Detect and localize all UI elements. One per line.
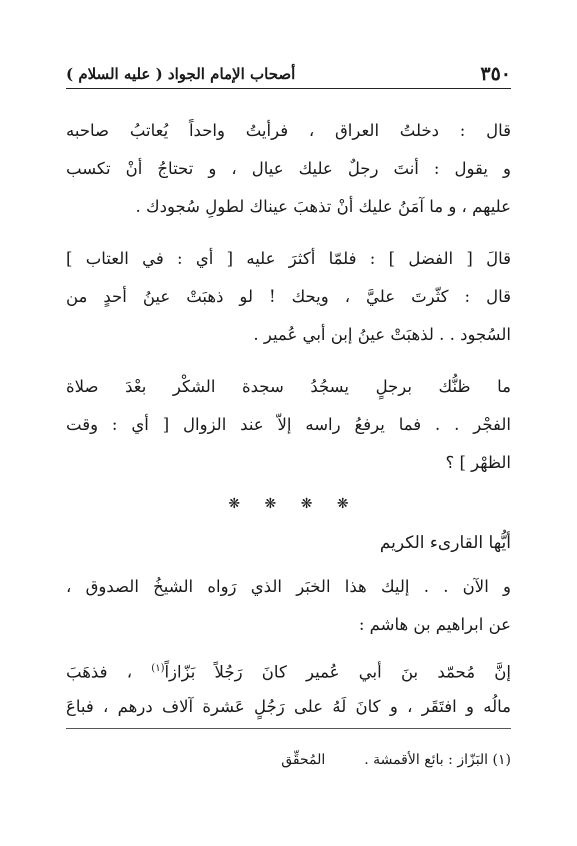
text-line: و الآن . . إليك هذا الخبَر الذي رَواه الشيخُ الصدوق ،: [66, 577, 511, 596]
section-divider: [66, 484, 511, 524]
footnote-separator: [66, 728, 511, 729]
text-line: عن ابراهيم بن هاشم :: [358, 615, 511, 634]
reader-heading: أيُّها القارىء الكريم: [379, 533, 511, 553]
page-header: [66, 60, 511, 89]
star-ornament-icon: ❋: [300, 496, 313, 512]
text-line: قال : دخلتُ العراق ، فرأيتُ واحداً يُعاتبُ صاحبه: [66, 121, 511, 140]
paragraph-4: [66, 568, 511, 644]
footnote-text: (١) البَزّاز : بائع الأقمشة .: [364, 752, 511, 768]
page-number: ٣٥٠: [480, 63, 511, 85]
paragraph-2: [66, 240, 511, 354]
text-line: السُجود . . لذهبَتْ عينُ إبن أبي عُمير .: [253, 325, 511, 344]
paragraph-3: [66, 368, 511, 482]
page-body: [66, 112, 511, 726]
text-line: ما ظنُّك برجلٍ يسجُدُ سجدة الشكْر بعْدَ صلاة: [66, 377, 511, 396]
text-line: قال : كثّرتَ عليَّ ، ويحك ! لو ذهبَتْ عينُ أحدٍ من: [66, 287, 511, 306]
text-segment: إنَّ مُحمّد بنَ أبي عُمير كانَ رَجُلاً بَزّازاً: [164, 662, 511, 682]
text-line: مالُه و افتَقَر ، و كانَ لَهُ على رَجُلٍ عَشرة آلاف درهم ، فباعَ: [66, 697, 511, 716]
star-ornament-icon: ❋: [336, 496, 349, 512]
text-line: عليهم ، و ما آمَنُ عليك أنْ تذهبَ عيناك لطولِ سُجودك .: [135, 197, 511, 216]
running-title: أصحاب الإمام الجواد ( عليه السلام ): [66, 65, 296, 83]
text-line: الفجْر . . فما يرفعُ راسه إلاّ عند الزوال [ أي : وقت: [66, 415, 511, 434]
text-line: الظهْر ] ؟: [445, 453, 511, 472]
star-ornament-icon: ❋: [228, 496, 241, 512]
paragraph-5: [66, 650, 511, 726]
reader-heading-block: [66, 524, 511, 562]
text-line: [66, 650, 511, 688]
footnote-reference[interactable]: (١): [151, 663, 165, 674]
footnote-author: المُحقِّق: [281, 752, 326, 768]
text-line: قالَ [ الفضل ] : فلمّا أكثرَ عليه [ أي : في العتاب ]: [66, 249, 511, 268]
text-segment: ، فذهَبَ: [66, 662, 133, 682]
text-line: و يقول : أنتَ رجلٌ عليك عيال ، و تحتاجُ أنْ تكسب: [66, 159, 511, 178]
star-ornament-icon: ❋: [264, 496, 277, 512]
paragraph-1: [66, 112, 511, 226]
footnote: [281, 752, 511, 768]
